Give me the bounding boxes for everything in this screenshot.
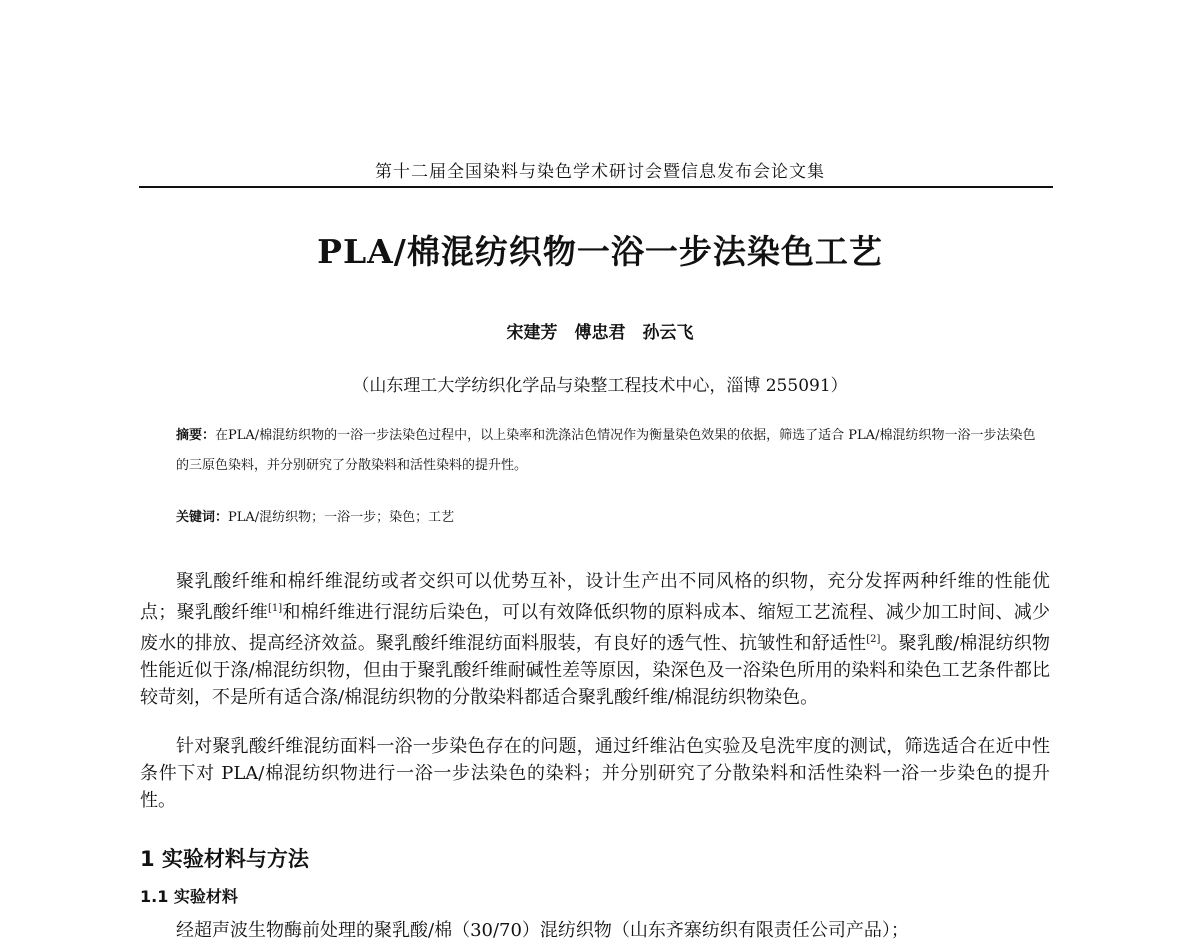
paper-title: PLA/棉混纺织物一浴一步法染色工艺	[317, 232, 883, 271]
citation-2: [2]	[866, 634, 881, 645]
intro-paragraph-2: 针对聚乳酸纤维混纺面料一浴一步染色存在的问题，通过纤维沾色实验及皂洗牢度的测试，筛选适合在近中性条件下对 PLA/棉混纺织物进行一浴一步法染色的染料；并分别研究了分散染料和活性染料一浴一步染色的提升性。	[140, 736, 1050, 811]
affiliation: （山东理工大学纺织化学品与染整工程技术中心，淄博 255091）	[352, 376, 848, 396]
authors: 宋建芳 傅忠君 孙云飞	[506, 323, 694, 343]
running-header: 第十二届全国染料与染色学术研讨会暨信息发布会论文集	[375, 162, 825, 182]
subsection-heading: 1.1 实验材料	[140, 887, 238, 906]
section-heading: 1 实验材料与方法	[140, 847, 309, 871]
abstract	[176, 421, 1036, 481]
abstract-text: 在PLA/棉混纺织物的一浴一步法染色过程中，以上染率和洗涤沾色情况作为衡量染色效果的依据，筛选了适合 PLA/棉混纺织物一浴一步法染色的三原色染料，并分别研究了分散染料和活性染料的提升性。	[176, 428, 1036, 473]
abstract-label: 摘要：	[176, 428, 216, 443]
intro-p1-part-a: 聚乳酸纤维和棉纤维混纺或者交织可以优势互补，设计生产出不同风格的织物，充分发挥两种纤维的性能优点；聚乳酸纤维	[140, 571, 1050, 623]
keywords-text: PLA/混纺织物；一浴一步；染色；工艺	[228, 510, 455, 525]
intro-paragraph-1	[140, 568, 1050, 711]
intro-p1-part-b: 和棉纤维进行混纺后染色，可以有效降低织物的原料成本、缩短工艺流程、减少加工时间、减少废水的排放、提高经济效益。聚乳酸纤维混纺面料服装，有良好的透气性、抗皱性和舒适性	[140, 602, 1051, 654]
intro-p1-part-c: 。聚乳酸/棉混纺织物性能近似于涤/棉混纺织物，但由于聚乳酸纤维耐碱性差等原因，染深色及一浴染色所用的染料和染色工艺条件都比较苛刻，不是所有适合涤/棉混纺织物的分散染料都适合聚乳酸纤维/棉混纺织物染色。	[140, 633, 1050, 708]
citation-1: [1]	[267, 603, 283, 614]
keywords	[176, 505, 1036, 531]
keywords-label: 关键词：	[176, 510, 229, 525]
header-rule	[139, 186, 1053, 188]
materials-paragraph: 经超声波生物酶前处理的聚乳酸/棉（30/70）混纺织物（山东齐寨纺织有限责任公司产品）；	[176, 920, 909, 941]
